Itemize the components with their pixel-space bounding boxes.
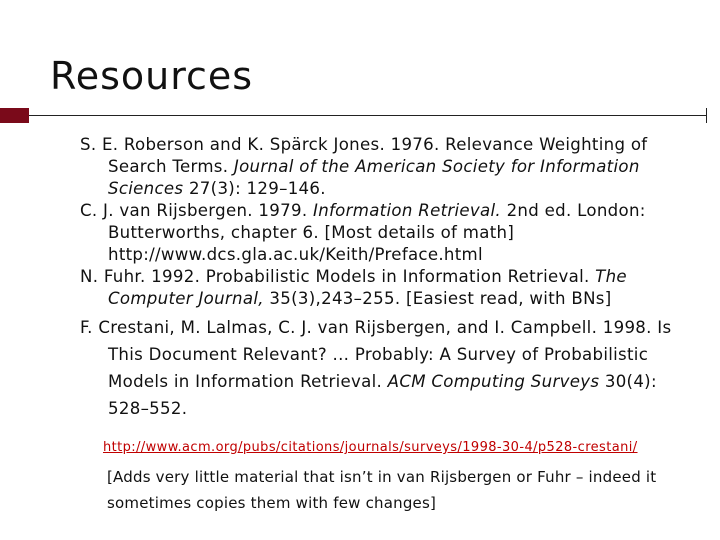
title-rule bbox=[0, 108, 707, 123]
reference-item-rijsbergen bbox=[80, 200, 690, 266]
ref-journal: ACM Computing Surveys bbox=[387, 372, 600, 391]
accent-block bbox=[0, 108, 29, 123]
divider-line bbox=[29, 115, 707, 116]
ref-text: 35(3),243–255. [Easiest read, with BNs] bbox=[263, 289, 612, 308]
reference-item-crestani bbox=[80, 314, 690, 422]
slide-title: Resources bbox=[50, 54, 254, 98]
reference-item-fuhr bbox=[80, 266, 690, 310]
ref-text: 27(3): 129–146. bbox=[183, 179, 326, 198]
ref-text: F. Crestani, M. Lalmas, C. J. van Rijsbergen, and I. Campbell. 1998. Is This Document Relevant? ... Probably: A Survey of Probabilistic Models in Information Retrieval. bbox=[80, 318, 672, 391]
ref-text: N. Fuhr. 1992. Probabilistic Models in Information Retrieval. bbox=[80, 267, 596, 286]
ref-text: C. J. van Rijsbergen. 1979. bbox=[80, 201, 314, 220]
ref-url: http://www.dcs.gla.ac.uk/Keith/Preface.html bbox=[108, 245, 483, 264]
ref-text: 2nd ed. London: Butterworths, chapter 6. [Most details of math] bbox=[108, 201, 646, 242]
divider-cap bbox=[706, 108, 707, 123]
reference-list bbox=[80, 134, 690, 422]
reference-item-roberson bbox=[80, 134, 690, 200]
crestani-link[interactable]: http://www.acm.org/pubs/citations/journals/surveys/1998-30-4/p528-crestani/ bbox=[103, 440, 638, 455]
ref-journal: The Computer Journal, bbox=[108, 267, 627, 308]
ref-journal: Journal of the American Society for Information Sciences bbox=[108, 157, 640, 198]
crestani-note: [Adds very little material that isn’t in van Rijsbergen or Fuhr – indeed it sometimes copies them with few changes] bbox=[107, 468, 657, 512]
ref-book-title: Information Retrieval. bbox=[313, 201, 501, 220]
ref-text: S. E. Roberson and K. Spärck Jones. 1976. Relevance Weighting of Search Terms. bbox=[80, 135, 648, 176]
ref-text: 30(4): 528–552. bbox=[108, 372, 657, 418]
